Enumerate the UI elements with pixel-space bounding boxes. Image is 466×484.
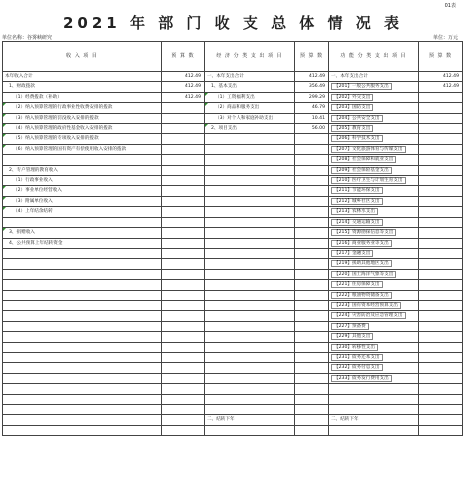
functional-item-label: 【209】社会保险基金支出 (331, 167, 392, 174)
functional-amount-cell (419, 248, 463, 258)
functional-item-label: 【222】粮油物资储备支出 (331, 292, 392, 299)
functional-item-cell (329, 373, 419, 383)
functional-item-cell (329, 425, 419, 435)
table-row (3, 248, 463, 258)
economic-item-cell (205, 394, 295, 404)
income-amount-cell (162, 342, 205, 352)
functional-item-label: 【201】一般公共服务支出 (331, 83, 392, 90)
functional-item-label: 【208】社会保障和就业支出 (331, 156, 396, 163)
functional-item-label: 【229】其他支出 (331, 333, 373, 340)
functional-item-label: 【214】交通运输支出 (331, 219, 383, 226)
functional-amount-cell (419, 404, 463, 414)
economic-item-cell (205, 311, 295, 321)
income-item-cell: （3）附属单位收入 (3, 196, 162, 206)
income-amount-cell (162, 124, 205, 134)
economic-amount-cell (295, 321, 329, 331)
income-item-cell (3, 290, 162, 300)
income-item-cell: （5）纳入预算管理的专项收入安排的拨款 (3, 134, 162, 144)
functional-item-cell (329, 134, 419, 144)
functional-item-cell (329, 269, 419, 279)
functional-item-label: 【227】预备费 (331, 323, 369, 330)
economic-item-cell (205, 280, 295, 290)
economic-item-cell (205, 248, 295, 258)
economic-item-cell (205, 238, 295, 248)
income-amount-cell (162, 217, 205, 227)
functional-item-label: 【204】公共安全支出 (331, 115, 383, 122)
economic-amount-cell: 299.29 (295, 92, 329, 102)
income-amount-cell (162, 321, 205, 331)
functional-item-label: 【223】国有资本经营预算支出 (331, 302, 401, 309)
functional-item-cell (329, 394, 419, 404)
functional-item-cell (329, 176, 419, 186)
functional-amount-cell: 412.49 (419, 82, 463, 92)
economic-item-cell (205, 342, 295, 352)
table-row (3, 103, 463, 113)
functional-item-label: 【219】援助其他地区支出 (331, 260, 392, 267)
economic-item-cell (205, 207, 295, 217)
functional-item-cell (329, 311, 419, 321)
income-amount-cell: 412.49 (162, 82, 205, 92)
income-item-cell (3, 269, 162, 279)
economic-item-cell (205, 404, 295, 414)
functional-amount-cell (419, 196, 463, 206)
functional-amount-cell (419, 165, 463, 175)
functional-amount-cell (419, 300, 463, 310)
functional-item-cell (329, 144, 419, 154)
functional-item-cell (329, 103, 419, 113)
economic-item-cell (205, 155, 295, 165)
functional-item-label: 【230】转移性支出 (331, 344, 378, 351)
functional-item-label: 【231】债务还本支出 (331, 354, 383, 361)
economic-item-cell (205, 321, 295, 331)
table-row (3, 352, 463, 362)
table-row (3, 134, 463, 144)
functional-item-cell (329, 186, 419, 196)
income-item-cell: （4）上年结余结转 (3, 207, 162, 217)
functional-amount-cell (419, 144, 463, 154)
table-row (3, 176, 463, 186)
economic-item-cell (205, 425, 295, 435)
income-item-cell (3, 300, 162, 310)
economic-amount-cell (295, 300, 329, 310)
income-item-cell: （4）纳入预算管理的政府性基金收入安排的拨款 (3, 124, 162, 134)
table-row (3, 280, 463, 290)
economic-item-cell: 1、基本支出 (205, 82, 295, 92)
functional-item-cell (329, 332, 419, 342)
economic-amount-cell (295, 259, 329, 269)
table-row (3, 165, 463, 175)
economic-amount-cell (295, 363, 329, 373)
income-item-cell (3, 332, 162, 342)
economic-item-cell (205, 363, 295, 373)
functional-amount-cell (419, 415, 463, 425)
economic-item-cell (205, 269, 295, 279)
table-row (3, 113, 463, 123)
income-item-cell (3, 415, 162, 425)
functional-item-label: 【224】灾害防治及应急管理支出 (331, 312, 406, 319)
functional-amount-cell (419, 103, 463, 113)
income-amount-cell (162, 373, 205, 383)
revenue-expenditure-table (2, 41, 463, 436)
income-item-cell: 4、公共预算上年结转资金 (3, 238, 162, 248)
income-amount-cell (162, 269, 205, 279)
functional-amount-cell (419, 342, 463, 352)
economic-item-cell (205, 300, 295, 310)
functional-amount-cell (419, 321, 463, 331)
economic-amount-cell (295, 155, 329, 165)
functional-item-label: 【217】金融支出 (331, 250, 373, 257)
economic-item-cell: （1）工资福利支出 (205, 92, 295, 102)
economic-amount-cell (295, 134, 329, 144)
functional-amount-cell (419, 352, 463, 362)
table-row (3, 394, 463, 404)
economic-amount-cell: 46.79 (295, 103, 329, 113)
functional-item-label: 【212】城乡社区支出 (331, 198, 383, 205)
functional-amount-cell (419, 217, 463, 227)
income-item-cell: 2、专户管理的教育收入 (3, 165, 162, 175)
income-amount-cell (162, 311, 205, 321)
functional-item-label: 【220】国土海洋气象等支出 (331, 271, 396, 278)
functional-item-cell: 一、本年支出合计 (329, 72, 419, 82)
economic-amount-cell: 412.49 (295, 72, 329, 82)
income-amount-cell (162, 103, 205, 113)
functional-item-cell (329, 342, 419, 352)
functional-amount-cell (419, 394, 463, 404)
table-row (3, 332, 463, 342)
income-amount-cell (162, 113, 205, 123)
income-amount-cell (162, 280, 205, 290)
income-amount-cell (162, 363, 205, 373)
economic-item-cell (205, 373, 295, 383)
income-item-cell (3, 363, 162, 373)
economic-amount-cell (295, 404, 329, 414)
table-row (3, 72, 463, 82)
income-item-cell (3, 352, 162, 362)
functional-item-cell (329, 300, 419, 310)
income-amount-cell (162, 176, 205, 186)
table-row (3, 290, 463, 300)
table-row (3, 269, 463, 279)
income-item-cell: （1）经费拨款（补助） (3, 92, 162, 102)
table-row (3, 228, 463, 238)
economic-amount-cell (295, 373, 329, 383)
income-item-cell: （3）纳入预算管理的罚没收入安排的拨款 (3, 113, 162, 123)
income-amount-cell (162, 165, 205, 175)
income-amount-cell: 412.49 (162, 72, 205, 82)
income-amount-cell (162, 394, 205, 404)
income-item-cell (3, 311, 162, 321)
economic-item-cell: 2、项目支出 (205, 124, 295, 134)
functional-item-cell (329, 207, 419, 217)
functional-item-cell (329, 363, 419, 373)
income-item-cell: 3、捐赠收入 (3, 228, 162, 238)
economic-amount-cell (295, 228, 329, 238)
economic-amount-cell (295, 352, 329, 362)
economic-item-cell (205, 290, 295, 300)
functional-item-cell (329, 124, 419, 134)
table-row (3, 186, 463, 196)
functional-amount-cell (419, 363, 463, 373)
unit-label: 单位：万元 (432, 35, 458, 41)
economic-item-cell (205, 228, 295, 238)
functional-item-cell (329, 217, 419, 227)
functional-amount-cell (419, 425, 463, 435)
income-item-cell (3, 394, 162, 404)
functional-item-cell (329, 321, 419, 331)
income-amount-cell (162, 384, 205, 394)
functional-amount-cell (419, 113, 463, 123)
income-amount-cell (162, 144, 205, 154)
functional-amount-cell (419, 269, 463, 279)
income-item-cell (3, 342, 162, 352)
economic-amount-cell: 356.49 (295, 82, 329, 92)
table-row (3, 82, 463, 92)
economic-item-cell: 二、结转下年 (205, 415, 295, 425)
functional-item-label: 【233】债务发行费用支出 (331, 375, 392, 382)
table-row (3, 207, 463, 217)
header-budget-3: 预 算 数 (419, 42, 463, 72)
income-amount-cell (162, 425, 205, 435)
income-amount-cell (162, 248, 205, 258)
functional-item-cell (329, 384, 419, 394)
functional-amount-cell (419, 290, 463, 300)
income-amount-cell (162, 300, 205, 310)
header-budget-1: 预 算 数 (162, 42, 205, 72)
income-item-cell (3, 155, 162, 165)
header-economic-item: 经 济 分 类 支 出 项 目 (205, 42, 295, 72)
table-row (3, 373, 463, 383)
functional-item-label: 【213】农林水支出 (331, 208, 378, 215)
functional-item-label: 【203】国防支出 (331, 104, 373, 111)
functional-item-cell (329, 238, 419, 248)
income-item-cell: （2）事业单位经营收入 (3, 186, 162, 196)
table-row (3, 300, 463, 310)
functional-amount-cell (419, 373, 463, 383)
functional-amount-cell (419, 155, 463, 165)
table-row (3, 404, 463, 414)
functional-amount-cell (419, 124, 463, 134)
functional-item-label: 【215】资源勘探信息等支出 (331, 229, 396, 236)
functional-item-cell (329, 352, 419, 362)
income-amount-cell (162, 155, 205, 165)
unit-name: 单位名称：谷雾峡研究 (2, 35, 53, 41)
table-row (3, 311, 463, 321)
table-row (3, 384, 463, 394)
functional-item-cell (329, 196, 419, 206)
functional-item-cell (329, 404, 419, 414)
functional-amount-cell (419, 280, 463, 290)
functional-item-label: 【207】文化旅游体育与传媒支出 (331, 146, 406, 153)
functional-item-label: 【216】商业服务业等支出 (331, 240, 392, 247)
functional-item-cell (329, 228, 419, 238)
income-item-cell (3, 259, 162, 269)
functional-amount-cell (419, 207, 463, 217)
income-amount-cell (162, 352, 205, 362)
functional-amount-cell (419, 238, 463, 248)
economic-item-cell (205, 165, 295, 175)
economic-amount-cell (295, 384, 329, 394)
economic-amount-cell (295, 280, 329, 290)
income-item-cell: 1、财政拨款 (3, 82, 162, 92)
economic-amount-cell (295, 342, 329, 352)
functional-amount-cell (419, 311, 463, 321)
economic-item-cell (205, 217, 295, 227)
functional-item-cell (329, 92, 419, 102)
functional-item-label: 【211】节能环保支出 (331, 187, 383, 194)
table-row (3, 144, 463, 154)
functional-item-cell: 二、结转下年 (329, 415, 419, 425)
functional-amount-cell (419, 176, 463, 186)
economic-amount-cell (295, 176, 329, 186)
functional-item-cell (329, 165, 419, 175)
table-row (3, 124, 463, 134)
income-item-cell (3, 280, 162, 290)
income-amount-cell (162, 196, 205, 206)
functional-item-cell (329, 113, 419, 123)
economic-amount-cell: 56.00 (295, 124, 329, 134)
functional-amount-cell (419, 332, 463, 342)
economic-amount-cell (295, 269, 329, 279)
economic-amount-cell: 10.41 (295, 113, 329, 123)
economic-item-cell (205, 176, 295, 186)
functional-amount-cell (419, 259, 463, 269)
table-row (3, 342, 463, 352)
table-row (3, 155, 463, 165)
economic-item-cell (205, 196, 295, 206)
income-item-cell (3, 404, 162, 414)
table-row (3, 259, 463, 269)
income-amount-cell (162, 290, 205, 300)
functional-amount-cell (419, 384, 463, 394)
table-header-row (3, 42, 463, 72)
income-amount-cell (162, 332, 205, 342)
economic-item-cell (205, 352, 295, 362)
functional-amount-cell (419, 134, 463, 144)
table-row (3, 238, 463, 248)
income-amount-cell: 412.49 (162, 92, 205, 102)
functional-item-cell (329, 290, 419, 300)
functional-item-label: 【232】债务付息支出 (331, 364, 383, 371)
table-row (3, 196, 463, 206)
table-row (3, 415, 463, 425)
header-functional-item: 功 能 分 类 支 出 项 目 (329, 42, 419, 72)
page-title: 2021 年 部 门 收 支 总 体 情 况 表 (63, 14, 403, 32)
table-row (3, 363, 463, 373)
economic-amount-cell (295, 290, 329, 300)
economic-amount-cell (295, 144, 329, 154)
income-amount-cell (162, 415, 205, 425)
economic-amount-cell (295, 186, 329, 196)
income-item-cell (3, 248, 162, 258)
functional-amount-cell (419, 228, 463, 238)
functional-item-cell (329, 82, 419, 92)
economic-item-cell: （2）商品和服务支出 (205, 103, 295, 113)
income-item-cell: （6）纳入预算管理的国有资产有偿使用收入安排的拨款 (3, 144, 162, 154)
economic-amount-cell (295, 217, 329, 227)
economic-amount-cell (295, 311, 329, 321)
economic-item-cell: （3）对个人和家庭补助支出 (205, 113, 295, 123)
economic-amount-cell (295, 196, 329, 206)
table-row (3, 425, 463, 435)
economic-item-cell (205, 332, 295, 342)
economic-item-cell (205, 384, 295, 394)
income-amount-cell (162, 207, 205, 217)
functional-amount-cell: 412.49 (419, 72, 463, 82)
income-amount-cell (162, 238, 205, 248)
income-amount-cell (162, 134, 205, 144)
economic-item-cell (205, 134, 295, 144)
economic-item-cell (205, 259, 295, 269)
functional-item-cell (329, 280, 419, 290)
functional-item-label: 【206】科学技术支出 (331, 135, 383, 142)
functional-amount-cell (419, 92, 463, 102)
income-item-cell (3, 373, 162, 383)
economic-amount-cell (295, 332, 329, 342)
table-row (3, 217, 463, 227)
economic-item-cell (205, 186, 295, 196)
functional-item-label: 【202】外交支出 (331, 94, 373, 101)
functional-item-label: 【210】医疗卫生与计划生育支出 (331, 177, 406, 184)
table-row (3, 92, 463, 102)
header-income-item: 收 入 项 目 (3, 42, 162, 72)
income-item-cell: （2）纳入预算管理的行政事业性收费安排的拨款 (3, 103, 162, 113)
economic-amount-cell (295, 425, 329, 435)
economic-amount-cell (295, 415, 329, 425)
income-amount-cell (162, 259, 205, 269)
economic-amount-cell (295, 394, 329, 404)
income-item-cell (3, 321, 162, 331)
functional-item-label: 【221】住房保障支出 (331, 281, 383, 288)
functional-item-cell (329, 248, 419, 258)
page-code: 01表 (444, 3, 456, 9)
income-item-cell (3, 384, 162, 394)
header-budget-2: 预 算 数 (295, 42, 329, 72)
functional-amount-cell (419, 186, 463, 196)
economic-amount-cell (295, 165, 329, 175)
functional-item-cell (329, 155, 419, 165)
economic-amount-cell (295, 207, 329, 217)
economic-amount-cell (295, 238, 329, 248)
table-body (3, 72, 463, 436)
income-item-cell (3, 425, 162, 435)
functional-item-label: 【205】教育支出 (331, 125, 373, 132)
table-row (3, 321, 463, 331)
income-amount-cell (162, 404, 205, 414)
economic-amount-cell (295, 248, 329, 258)
functional-item-cell (329, 259, 419, 269)
economic-item-cell (205, 144, 295, 154)
economic-item-cell: 一、本年支出合计 (205, 72, 295, 82)
income-item-cell (3, 217, 162, 227)
income-item-cell: （1）行政事业收入 (3, 176, 162, 186)
income-amount-cell (162, 186, 205, 196)
income-item-cell: 本年收入合计 (3, 72, 162, 82)
income-amount-cell (162, 228, 205, 238)
